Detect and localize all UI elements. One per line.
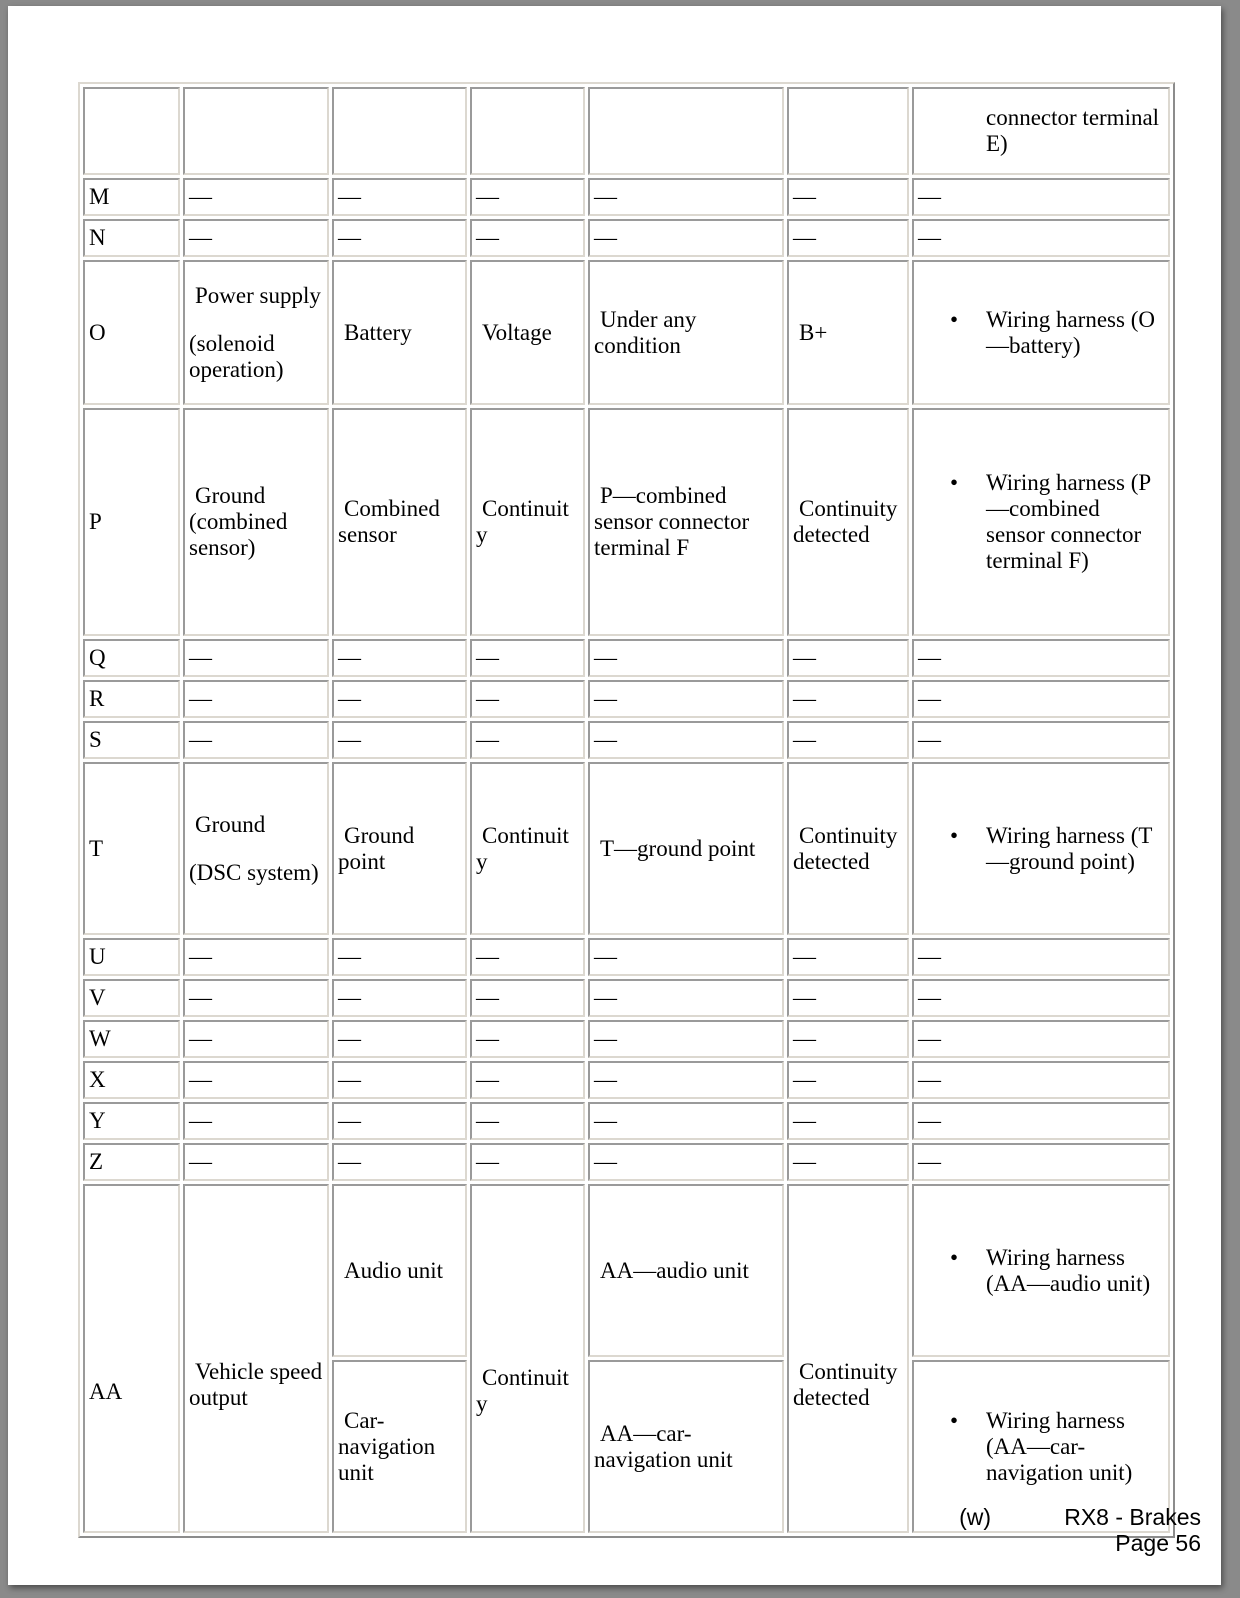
cause-list (918, 823, 1164, 875)
cell-causes (912, 260, 1170, 405)
cell-condition: Under any condition (588, 260, 784, 405)
cell-dash: — (912, 1102, 1170, 1140)
cell-causes (912, 762, 1170, 935)
cell-dash: — (332, 1102, 467, 1140)
cell-dash: — (470, 680, 585, 718)
cell-condition: AA—car-navigation unit (588, 1360, 784, 1533)
table-row-t (83, 762, 1170, 935)
cell-empty (183, 87, 329, 175)
cell-dash: — (470, 219, 585, 257)
cell-dash: — (912, 680, 1170, 718)
table-row-o (83, 260, 1170, 405)
cause-item: • Wiring harness (P—combined sensor connector terminal F) (918, 470, 1164, 574)
cell-condition: P—combined sensor connector terminal F (588, 408, 784, 636)
cell-dash: — (470, 1061, 585, 1099)
table-row (83, 721, 1170, 759)
cell-signal: Ground (combined sensor) (183, 408, 329, 636)
cell-dash: — (332, 1061, 467, 1099)
cell-standard: Continuity detected (787, 1184, 909, 1533)
cell-dash: — (183, 1020, 329, 1058)
cell-terminal: W (83, 1020, 180, 1058)
cell-connected-to: Battery (332, 260, 467, 405)
cell-standard: B+ (787, 260, 909, 405)
cell-dash: — (332, 680, 467, 718)
terminal-inspection-table (78, 82, 1175, 1538)
cell-dash: — (912, 1020, 1170, 1058)
cell-measurement: Voltage (470, 260, 585, 405)
cell-dash: — (787, 721, 909, 759)
cell-dash: — (332, 639, 467, 677)
cell-dash: — (332, 1020, 467, 1058)
cell-dash: — (332, 219, 467, 257)
cell-dash: — (470, 721, 585, 759)
cell-dash: — (183, 219, 329, 257)
cell-connected-to: Ground point (332, 762, 467, 935)
cell-dash: — (470, 1143, 585, 1181)
cell-empty (470, 87, 585, 175)
footer-code: (w) (959, 1504, 991, 1530)
cell-measurement: Continuity (470, 408, 585, 636)
cell-dash: — (588, 178, 784, 216)
cell-signal: Power supply (solenoid operation) (183, 260, 329, 405)
cell-dash: — (912, 938, 1170, 976)
cell-dash: — (787, 1102, 909, 1140)
footer-title: RX8 - Brakes (1064, 1504, 1201, 1530)
cell-dash: — (588, 979, 784, 1017)
cell-terminal: S (83, 721, 180, 759)
cell-dash: — (912, 178, 1170, 216)
cell-connected-to: Combined sensor (332, 408, 467, 636)
cell-terminal: Z (83, 1143, 180, 1181)
cell-dash: — (183, 178, 329, 216)
cell-measurement: Continuity (470, 1184, 585, 1533)
cause-list (918, 1245, 1164, 1297)
cell-dash: — (183, 680, 329, 718)
cell-dash: — (787, 938, 909, 976)
page-footer (959, 1504, 1201, 1556)
cell-dash: — (183, 639, 329, 677)
cell-dash: — (183, 1061, 329, 1099)
cell-dash: — (912, 721, 1170, 759)
cell-dash: — (912, 639, 1170, 677)
cell-dash: — (183, 1143, 329, 1181)
cell-dash: — (912, 219, 1170, 257)
cell-dash: — (787, 979, 909, 1017)
cause-list (918, 307, 1164, 359)
cell-connected-to: Audio unit (332, 1184, 467, 1357)
cell-dash: — (588, 680, 784, 718)
cause-item: • Wiring harness (AA—audio unit) (918, 1245, 1164, 1297)
table-row (83, 1061, 1170, 1099)
cell-condition: AA—audio unit (588, 1184, 784, 1357)
cell-terminal: P (83, 408, 180, 636)
cause-list (918, 470, 1164, 574)
cell-dash: — (470, 979, 585, 1017)
cell-terminal: AA (83, 1184, 180, 1533)
cell-terminal: M (83, 178, 180, 216)
cell-dash: — (787, 1061, 909, 1099)
cell-dash: — (470, 1020, 585, 1058)
cell-condition: T—ground point (588, 762, 784, 935)
cell-dash: — (787, 1020, 909, 1058)
cell-signal: Vehicle speed output (183, 1184, 329, 1533)
cell-dash: — (588, 219, 784, 257)
table-row-p (83, 408, 1170, 636)
cell-terminal: T (83, 762, 180, 935)
cell-dash: — (332, 938, 467, 976)
cell-terminal: Q (83, 639, 180, 677)
document-page (8, 6, 1221, 1585)
table-row (83, 680, 1170, 718)
table-row (83, 639, 1170, 677)
cell-dash: — (912, 979, 1170, 1017)
cell-dash: — (183, 979, 329, 1017)
cell-dash: — (470, 1102, 585, 1140)
cell-dash: — (332, 1143, 467, 1181)
cause-item: • Wiring harness (O—battery) (918, 307, 1164, 359)
table-row-aa (83, 1184, 1170, 1357)
cell-causes (912, 408, 1170, 636)
cell-dash: — (588, 1143, 784, 1181)
cause-item: • Wiring harness (T—ground point) (918, 823, 1164, 875)
cell-dash: — (787, 178, 909, 216)
cell-empty (332, 87, 467, 175)
table-row (83, 979, 1170, 1017)
cell-terminal: X (83, 1061, 180, 1099)
cell-dash: — (787, 219, 909, 257)
cell-dash: — (470, 938, 585, 976)
cell-dash: — (588, 1061, 784, 1099)
cell-dash: — (787, 639, 909, 677)
cell-empty (588, 87, 784, 175)
cell-standard: Continuity detected (787, 408, 909, 636)
cell-dash: — (332, 178, 467, 216)
cell-dash: — (912, 1061, 1170, 1099)
footer-page-number: Page 56 (1115, 1530, 1201, 1556)
cell-terminal: R (83, 680, 180, 718)
cell-terminal: V (83, 979, 180, 1017)
cell-dash: — (332, 721, 467, 759)
table-row (83, 1102, 1170, 1140)
cell-dash: — (787, 680, 909, 718)
cell-terminal: O (83, 260, 180, 405)
table-row (83, 938, 1170, 976)
cell-dash: — (588, 721, 784, 759)
cell-terminal: N (83, 219, 180, 257)
cell-dash: — (183, 721, 329, 759)
cell-dash: — (470, 178, 585, 216)
table-row (83, 1020, 1170, 1058)
cell-measurement: Continuity (470, 762, 585, 935)
table-row (83, 1143, 1170, 1181)
table-row (83, 219, 1170, 257)
cell-dash: — (183, 938, 329, 976)
cell-standard: Continuity detected (787, 762, 909, 935)
cell-dash: — (470, 639, 585, 677)
cell-dash: — (588, 1020, 784, 1058)
cell-dash: — (588, 1102, 784, 1140)
cause-item: • Wiring harness (AA—car-navigation unit) (918, 1408, 1164, 1486)
cell-signal: Ground (DSC system) (183, 762, 329, 935)
cell-cause-continuation: connector terminal E) (912, 87, 1170, 175)
table-row (83, 178, 1170, 216)
cell-dash: — (588, 639, 784, 677)
cell-causes (912, 1184, 1170, 1357)
cell-dash: — (588, 938, 784, 976)
cell-terminal: U (83, 938, 180, 976)
cell-empty (83, 87, 180, 175)
cause-list (918, 1408, 1164, 1486)
cell-dash: — (912, 1143, 1170, 1181)
cell-empty (787, 87, 909, 175)
table-row-continuation (83, 87, 1170, 175)
cell-connected-to: Car-navigation unit (332, 1360, 467, 1533)
cell-dash: — (183, 1102, 329, 1140)
cell-dash: — (787, 1143, 909, 1181)
cell-dash: — (332, 979, 467, 1017)
cell-terminal: Y (83, 1102, 180, 1140)
